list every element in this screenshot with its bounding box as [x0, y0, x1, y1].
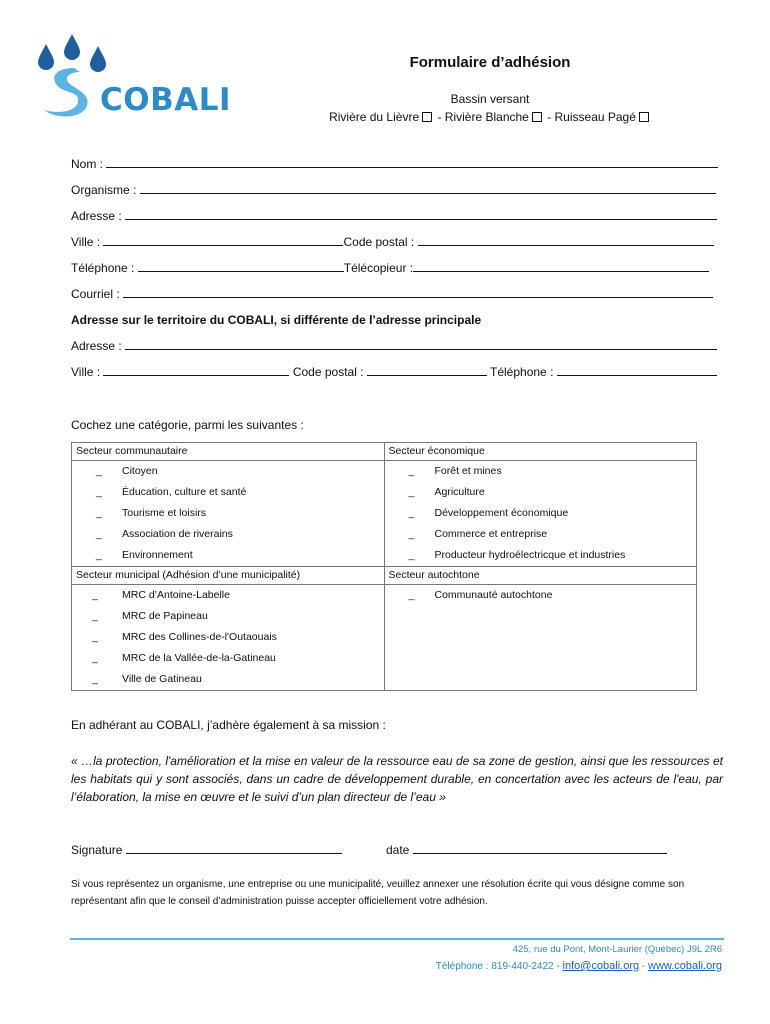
check-mark: _ — [408, 589, 415, 601]
nom-label: Nom : — [71, 157, 104, 171]
economique-header: Secteur économique — [388, 445, 485, 457]
check-mark: _ — [92, 631, 98, 643]
organisme-field[interactable] — [140, 182, 716, 194]
representative-note: Si vous représentez un organisme, une entreprise ou une municipalité, veuillez annexer une résolution écrite qui vous désigne comme son représentant afin que le conseil d’administration puisse accepter officiellement votre adhésion. — [71, 879, 685, 907]
code-postal-label: Code postal : — [343, 235, 415, 249]
nom-field[interactable] — [106, 156, 718, 168]
item-label: Éducation, culture et santé — [122, 486, 247, 498]
item-label: Commerce et entreprise — [434, 528, 548, 540]
categories-table — [71, 442, 697, 691]
basin-label: Bassin versant — [450, 92, 530, 106]
signature-label: Signature — [71, 843, 123, 857]
checkbox-lievre[interactable] — [422, 112, 432, 122]
ville-label: Ville : — [71, 235, 101, 249]
adresse2-row — [71, 338, 721, 353]
check-mark: _ — [408, 465, 415, 477]
list-item[interactable] — [385, 503, 697, 524]
checkbox-page[interactable] — [639, 112, 649, 122]
check-mark: _ — [408, 507, 415, 519]
list-item[interactable] — [72, 627, 384, 648]
adresse-field[interactable] — [125, 208, 717, 220]
telephone2-label: Téléphone : — [490, 365, 554, 379]
telephone-row — [71, 260, 721, 275]
list-item[interactable] — [385, 524, 697, 545]
categories-intro: Cochez une catégorie, parmi les suivantes : — [71, 418, 304, 432]
adresse2-field[interactable] — [125, 338, 717, 350]
item-label: Agriculture — [434, 486, 485, 498]
check-mark: _ — [96, 507, 102, 519]
list-item[interactable] — [72, 482, 384, 503]
check-mark: _ — [96, 549, 102, 561]
courriel-row — [71, 286, 721, 301]
check-mark: _ — [408, 528, 415, 540]
communautaire-header: Secteur communautaire — [76, 445, 188, 457]
basin-option-blanche: - Rivière Blanche — [437, 110, 529, 124]
ville2-field[interactable] — [103, 364, 289, 376]
check-mark: _ — [96, 465, 102, 477]
code-postal-field[interactable] — [418, 234, 714, 246]
item-label: Tourisme et loisirs — [122, 507, 207, 519]
list-item[interactable] — [385, 461, 697, 482]
item-label: MRC de la Vallée-de-la-Gatineau — [122, 652, 276, 664]
item-label: Association de riverains — [122, 528, 233, 540]
code-postal2-field[interactable] — [367, 364, 487, 376]
organisme-row — [71, 182, 721, 197]
municipal-cell — [72, 567, 385, 585]
list-item[interactable] — [385, 482, 697, 503]
footer-phone: Téléphone : 819-440-2422 - — [435, 961, 560, 972]
basin-option-page: - Ruisseau Pagé — [547, 110, 636, 124]
autochtone-cell — [384, 567, 697, 585]
adresse-label: Adresse : — [71, 209, 122, 223]
ville-row — [71, 234, 721, 249]
list-item[interactable] — [72, 545, 384, 566]
telephone2-field[interactable] — [557, 364, 717, 376]
item-label: MRC des Collines-de-l'Outaouais — [122, 631, 277, 643]
footer-website-link[interactable]: www.cobali.org — [648, 960, 722, 972]
check-mark: _ — [92, 589, 98, 601]
check-mark: _ — [96, 528, 102, 540]
item-label: MRC d’Antoine-Labelle — [122, 589, 230, 601]
municipal-header: Secteur municipal (Adhésion d’une municipalité) — [76, 569, 301, 581]
list-item[interactable] — [72, 585, 384, 606]
mission-intro: En adhérant au COBALI, j’adhère également à sa mission : — [71, 718, 386, 732]
economique-items — [384, 461, 697, 567]
mission-quote: « …la protection, l'amélioration et la mise en valeur de la ressource eau de sa zone de gestion, ainsi que les ressources et les habitats qui y sont associés, dans un cadre de développement durable, en concertation avec les acteurs de l'eau, par l’élaboration, la mise en œuvre et le suivi d’un plan directeur de l’eau » — [71, 754, 723, 804]
telecopieur-field[interactable] — [413, 260, 709, 272]
item-label: MRC de Papineau — [122, 610, 208, 622]
signature-row — [71, 842, 342, 857]
list-item[interactable] — [72, 648, 384, 669]
nom-row — [71, 156, 721, 171]
list-item[interactable] — [72, 524, 384, 545]
date-row — [386, 842, 667, 857]
check-mark: _ — [92, 610, 98, 622]
adresse2-label: Adresse : — [71, 339, 122, 353]
item-label: Environnement — [122, 549, 193, 561]
basin-option-lievre: Rivière du Lièvre — [329, 110, 420, 124]
logo-wordmark: COBALI — [100, 82, 232, 118]
check-mark: _ — [408, 549, 415, 561]
courriel-label: Courriel : — [71, 287, 120, 301]
code-postal2-label: Code postal : — [292, 365, 364, 379]
organisme-label: Organisme : — [71, 183, 137, 197]
item-label: Citoyen — [122, 465, 158, 477]
item-label: Producteur hydroélectricque et industries — [434, 549, 626, 561]
date-label: date — [386, 843, 410, 857]
autochtone-header: Secteur autochtone — [388, 569, 480, 581]
adresse-row — [71, 208, 721, 223]
list-item[interactable] — [72, 461, 384, 482]
list-item[interactable] — [385, 585, 697, 606]
item-label: Développement économique — [434, 507, 569, 519]
footer-address: 425, rue du Pont, Mont-Laurier (Québec) J9L 2R6 — [512, 944, 722, 955]
ville2-row — [71, 364, 721, 379]
ville2-label: Ville : — [71, 365, 101, 379]
basin-options — [300, 110, 680, 124]
list-item[interactable] — [385, 545, 697, 566]
footer-contact — [436, 960, 722, 972]
economique-cell — [384, 443, 697, 461]
check-mark: _ — [408, 486, 415, 498]
communautaire-cell — [72, 443, 385, 461]
municipal-items — [72, 585, 385, 691]
signature-field[interactable] — [126, 842, 342, 854]
cobali-logo — [34, 32, 264, 122]
form-title: Formulaire d’adhésion — [409, 54, 571, 71]
telephone-field[interactable] — [138, 260, 344, 272]
list-item[interactable] — [72, 606, 384, 627]
autochtone-items — [384, 585, 697, 691]
footer-separator: - — [641, 961, 646, 972]
ville-field[interactable] — [103, 234, 343, 246]
checkbox-blanche[interactable] — [532, 112, 542, 122]
telecopieur-label: Télécopieur : — [343, 261, 414, 275]
item-label: Communauté autochtone — [434, 589, 553, 601]
item-label: Ville de Gatineau — [122, 673, 202, 685]
check-mark: _ — [92, 652, 98, 664]
footer-email-link[interactable]: info@cobali.org — [562, 960, 640, 972]
list-item[interactable] — [72, 669, 384, 690]
telephone-label: Téléphone : — [71, 261, 135, 275]
list-item[interactable] — [72, 503, 384, 524]
item-label: Forêt et mines — [434, 465, 502, 477]
communautaire-items — [72, 461, 385, 567]
check-mark: _ — [96, 486, 102, 498]
territoire-heading: Adresse sur le territoire du COBALI, si différente de l’adresse principale — [71, 313, 482, 327]
footer-divider — [70, 938, 724, 940]
courriel-field[interactable] — [123, 286, 713, 298]
check-mark: _ — [92, 673, 98, 685]
date-field[interactable] — [413, 842, 667, 854]
